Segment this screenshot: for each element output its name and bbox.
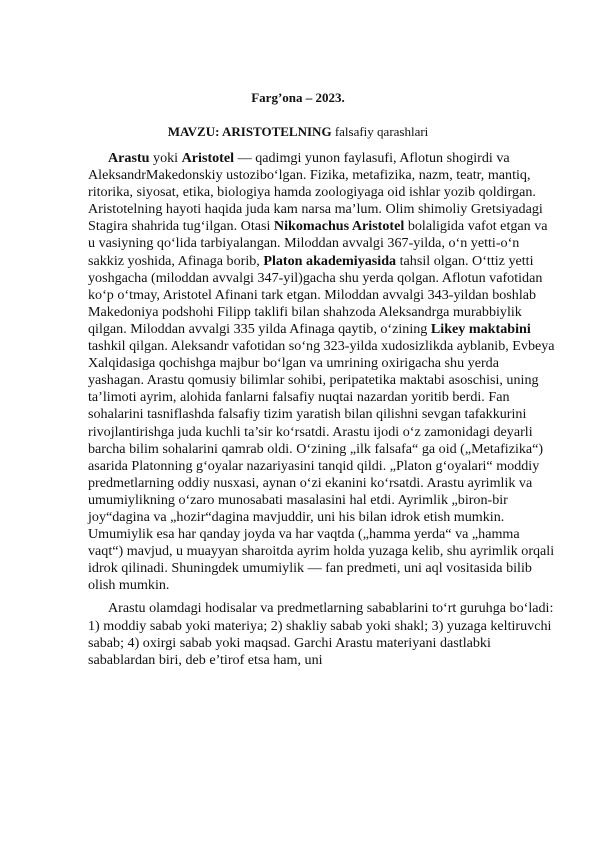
body-text — [88, 150, 558, 669]
topic-title-lower: falsafiy qarashlari — [334, 124, 429, 139]
paragraph-1-run-10: tashkil qilgan. Aleksandr vafotidan so‘ng 323-yilda xudosizlikda ayblanib, Evbeya Xalqidasiga qochishga majbur bo‘lgan va umrining oxirigacha shu yerda yashagan. Arastu qomusiy bilimlar sohibi, peripatetika maktabi asoschisi, uning ta’limoti ayrim, alohida fanlarni falsafiy nuqtai nazardan yoritib berdi. Fan sohalarini tasniflashda falsafiy tizim yaratish bilan qilishni sevgan tafakkurini rivojlantirishga juda kuchli ta’sir ko‘rsatdi. Arastu ijodi o‘z zamonidagi deyarli barcha bilim sohalarini qamrab oldi. O‘zining „ilk falsafa“ ga oid („Metafizika“) asarida Platonning g‘oyalar nazariyasini tanqid qildi. „Platon g‘oyalari“ moddiy predmetlarning oddiy nusxasi, aynan o‘zi ekanini ko‘rsatdi. Arastu ayrimlik va umumiylikning o‘zaro munosabati masalasini hal etdi. Ayrimlik „biron-bir joy“dagina va „hozir“dagina mavjuddir, uni his bilan idrok etish mumkin. Umumiylik esa har qanday joyda va har vaqtda („hamma yerda“ va „hamma vaqt“) mavjud, u muayyan sharoitda ayrim holda yuzaga kelib, shu ayrimlik orqali idrok qilinadi. Shuningdek umumiylik — fan predmeti, uni aql vositasida bilib olish mumkin. — [88, 338, 555, 594]
paragraph-1-run-8: tahsil olgan. O‘ttiz yetti yoshgacha (miloddan avvalgi 347-yil)gacha shu yerda qolgan. Aflotun vafotidan ko‘p o‘tmay, Aristotel Afinani tark etgan. Miloddan avvalgi 343-yildan boshlab Makedoniya podshohi Filipp taklifi bilan shahzoda Aleksandrga murabbiylik qilgan. Miloddan avvalgi 335 yilda Afinaga qaytib, o‘zining — [88, 252, 543, 337]
bold-term-arastu: Arastu — [108, 150, 150, 166]
bold-term-likey-maktabi: Likey maktabini — [430, 320, 531, 337]
bold-term-platon-akademiyasi: Platon akademiyasida — [263, 252, 397, 269]
topic-title-upper: MAVZU: ARISTOTELNING — [167, 124, 335, 139]
paragraph-2: Arastu olamdagi hodisalar va predmetlarning sabablarini to‘rt guruhga bo‘ladi: 1) moddiy sabab yoki materiya; 2) shakliy sabab yoki shakl; 3) yuzaga keltiruvchi sabab; 4) oxirgi sabab yoki maqsad. Garchi Arastu materiyani dastlabki sabablardan biri, deb e’tirof etsa ham, uni — [88, 600, 554, 668]
bold-term-nikomachus: Nikomachus Aristotel — [273, 218, 405, 235]
paragraph-1-run-4: — qadimgi yunon faylasufi, Aflotun shogirdi va AleksandrMakedonskiy ustozibo‘lgan. Fizika, metafizika, nazm, teatr, mantiq, ritorika, siyosat, etika, biologiya hamda zoologiyaga oid ishlar yozib qoldirgan. Aristotelning hayoti haqida juda kam narsa ma’lum. Olim shimoliy Gretsiyadagi Stagira shahrida tug‘ilgan. Otasi — [88, 150, 543, 235]
city-year-line: Farg’ona – 2023. — [251, 90, 345, 105]
topic-title — [0, 124, 596, 140]
paragraph-1-run-6: bolaligida vafot etgan va u vasiyning qo‘lida tarbiyalangan. Miloddan avvalgi 367-yilda, o‘n yetti-o‘n sakkiz yoshida, Afinaga borib, — [88, 218, 548, 269]
paragraph-1 — [88, 150, 558, 594]
bold-term-aristotel: Aristotel — [181, 150, 235, 166]
paragraph-1-run-2: yoki — [149, 150, 182, 166]
